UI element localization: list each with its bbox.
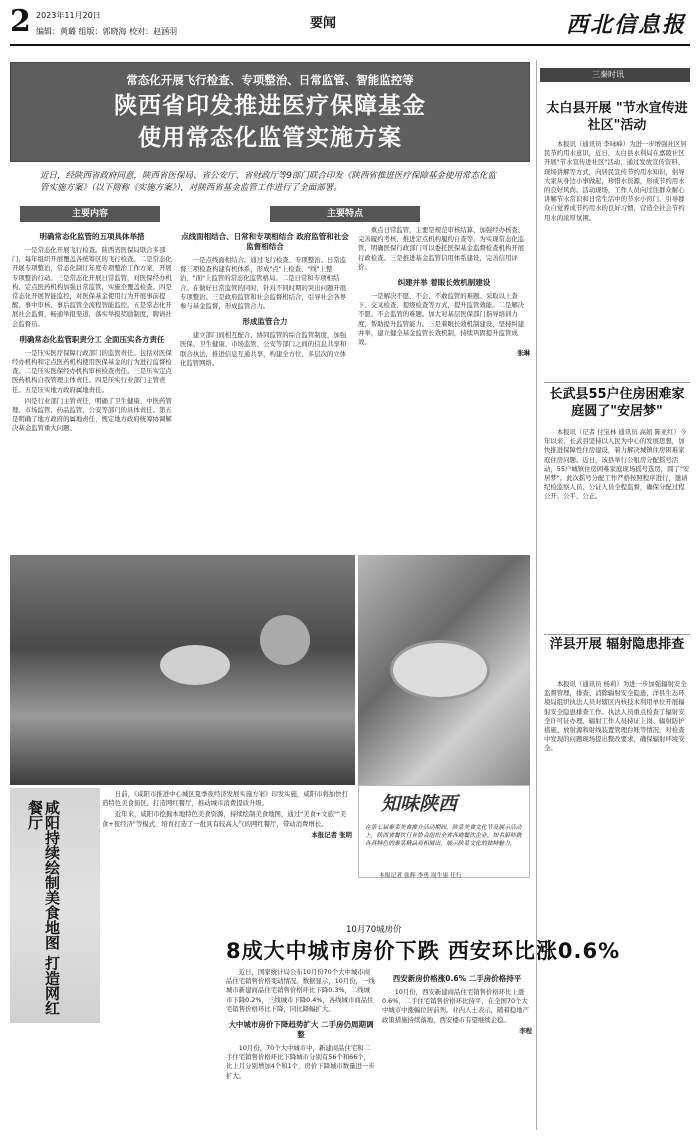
col3-subhead-1: 纠建并举 着眼长效机制建设 [397,278,491,288]
paper-logo: 西北信息报 [565,12,686,38]
dish-plate-graphic [390,640,490,700]
page-number: 2 [10,4,31,39]
article-column-2 [180,226,350,552]
right-story2-body [544,428,690,628]
col1-subhead-2: 明确常态化监管职责分工 全面压实各方责任 [19,334,165,344]
section-bar-main-features: 主要特点 [270,206,420,222]
top-story-banner [10,62,530,162]
col2-paragraph-1: 一是点线面相结合。通过飞行检查、专项整治、日常监督三项检查构建有机体系，形成"点"上检查、"线"上整治、"面"上监管的常态化监管格局。二是日常和专项相结合。在做好日常监管的同时，针对不同时期的突出问题开展专项整治。三是政府监管和社会监督相结合，引导社会各界参与基金监督，形成监管合力。 [180,256,347,311]
right-story3-title: 洋县开展 辐射隐患排查 [549,637,685,652]
xianyang-credit: 本报记者 张明 [311,830,352,839]
right-story3-text: 本报讯（通讯员 杨莉）为进一步加强辐射安全监督管理，排查、消除辐射安全隐患，洋县生态环境局组织执法人员对辖区内核技术利用单位开展辐射安全隐患排查工作。执法人员重点检查了辐射安全许可证办理、辐射工作人员持证上岗、辐射防护措施、放射源和射线装置管理台账等情况，对检查中发现的问题现场提出整改要求，确保辐射环境安全。 [544,680,687,753]
right-story1-body [544,140,690,380]
col2-subhead-2: 形成监管合力 [242,317,288,327]
food-exhibition-photo [10,555,355,785]
zhiwei-body: 在第七届秦菜美食推介活动期间，陕菜美食文化节及展示活动上，陕西省餐饮行业协会组织全省各地餐饮企业、知名厨师携各具特色的秦菜精品亮相展出，展示陕菜文化的独特魅力。 [365,825,522,847]
right-story1-title: 太白县开展 "节水宣传进社区"活动 [546,101,688,133]
top-story-lead: 近日，经陕西省政府同意，陕西省医保局、省公安厅、省财政厅等9部门联合印发《陕西省推进医疗保障基金使用常态化监管实施方案》（以下简称《实施方案》），对陕西省基金监管工作进行了全面部署。 [40,171,496,193]
issue-date: 2023年11月20日 [36,11,101,20]
xianyang-paragraph-2: 近年来，咸阳市挖掘本地特色美食资源，持续绘制美食地图，通过"美食+文旅""美食+夜经济"等模式，培育打造了一批具有较高人气的网红餐厅，带动消费增长。 [102,810,347,828]
col1-paragraph-1: 一是常态化开展飞行检查。陕西省医保局联合多部门，每年组织开展覆盖各统筹区的飞行检查。二是常态化开展专项整治，常态化制订年度专项整治工作方案，开展专项整治行动。三是常态化开展日常监管，对医保经办机构、定点医药机构加强日常监管，实施全覆盖检查。四是常态化开展智能监控，对医保基金使用行为开展事前提醒、事中审核、事后监管全流程智能监控。五是常态化开展社会监督，畅通举报渠道，落实举报奖励制度，聘请社会监督员。 [12,246,172,328]
col2-paragraph-2: 建立部门间相互配合、协同监管的综合监管制度，加强医保、卫生健康、市场监管、公安等部门之间的信息共享和联合执法，推进信息互通共享，构建全方位、多层次的立体化监管网络。 [180,331,347,367]
col1-paragraph-3: 四是行业部门主管责任，明确了卫生健康、中医药管理、市场监管、药品监管、公安等部门的具体责任。第五是明确了地方政府的属地责任，规定地方政府统筹协调解决基金监管重大问题。 [12,396,172,433]
divider [544,634,690,635]
xianyang-vertical-title: 咸阳持续绘制美食地图 打造网红餐厅 [26,800,61,1016]
right-column-bar: 三秦时讯 [540,68,690,82]
top-story-title-line2: 使用常态化监管实施方案 [138,125,402,151]
xianyang-paragraph-1: 日前，《咸阳市推进中心城区夏季夜经济发展实施方案》印发实施，咸阳市将加快打造特色美食街区，打造网红餐厅，推动城市消费提质升级。 [102,790,349,808]
housing-col-1 [226,968,376,1132]
page-header [10,6,690,46]
section-bar-main-content: 主要内容 [20,206,160,222]
vertical-rule [536,60,537,1130]
housing-col-2 [382,968,532,1132]
zhiwei-title: 知味陕西 [381,793,458,815]
col3-paragraph-1: 重点日常监管，主要是规范审核结算、加强经办核查、完善履约考核、推进定点机构履约自查等，为实现常态化监管，明确医保行政部门可以委托医保基金监督检查机构开展行政检查。三是推进基金监管信用体系建设，完善信用评价。 [358,226,525,271]
housing-paragraph-3: 10月份，西安新建商品住宅销售价格环比上涨0.6%，二手住宅销售价格环比持平，在全国70个大中城市中涨幅位居前列。业内人士表示，随着稳地产政策措施持续落地，西安楼市有望继续企稳。 [382,988,529,1024]
top-story-title-line1: 陕西省印发推进医疗保障基金 [114,93,426,119]
right-story3-body [544,680,690,1126]
housing-kicker: 10月70城房价 [346,925,402,935]
housing-credit: 李程 [519,1026,532,1035]
right-story2-text: 本报讯（记者 付宝林 通讯员 高娟 陈亚红）今年以来，长武县坚持以人民为中心的发展思想，加快推进保障性住房建设，着力解决城镇住房困难家庭住房问题。近日，该县举行公租房分配摇号活动，55户城镇住房困难家庭现场摇号选房，圆了"安居梦"。此次摇号分配工作严格按照程序进行，邀请纪检监察人员、公证人员全程监督，确保分配过程公开、公平、公正。 [544,428,690,501]
housing-subhead-2: 西安新房价格涨0.6% 二手房价格持平 [392,974,522,983]
housing-paragraph-1: 近日，国家统计局公布10月份70个大中城市商品住宅销售价格变动情况。数据显示，10月份，一线城市新建商品住宅销售价格环比下降0.3%，二线城市下降0.2%，三线城市下降0.4%，各线城市商品住宅销售价格环比下降，同比降幅扩大。 [226,968,375,1013]
right-story2-title: 长武县55户住房困难家庭圆了"安居梦" [549,387,685,419]
col3-paragraph-2: 一是解决不愿、不会、不敢监管的难题。采取以上查下、交叉检查、提级检查等方式，提升监管效能。二是解决不愿、不会监管的难题。加大对基层医保部门指导培训力度，帮助提升监管能力。三是着眼长效机制建设，坚持纠建并举，建立健全基金监管长效机制，持续巩固提升监管成效。 [358,292,525,347]
section-name: 要闻 [310,16,337,31]
right-story1-text: 本报讯（通讯员 李咏峰）为进一步增强社区居民节约用水意识，近日，太白县水利局在嘉陵社区开展"节水宣传进社区"活动，通过发放宣传资料、现场讲解等方式，向居民宣传节约用水知识，倡导大家从身边小事做起，珍惜水资源，形成节约用水的良好风尚。活动现场，工作人员向过往群众耐心讲解节水常识和日常生活中的节水小窍门，引导群众自觉养成节约用水的良好习惯，营造全社会节约用水的浓厚氛围。 [544,140,687,222]
col1-subhead-1: 明确常态化监管的五项具体举措 [39,232,145,241]
divider [544,382,690,383]
top-story-kicker: 常态化开展飞行检查、专项整治、日常监管、智能监控等 [126,73,414,87]
col3-credit: 张琳 [517,349,530,358]
editor-credits: 编辑：黄璐 组版：郭晓海 校对：赵涵羽 [36,27,178,36]
article-column-3 [358,226,530,552]
article-column-1 [12,226,172,552]
housing-title: 8成大中城市房价下跌 西安环比涨0.6% [226,939,621,963]
housing-paragraph-2: 10月份，70个大中城市中，新建商品住宅和二手住宅销售价格环比下降城市分别有56个和66个，比上月分别增加4个和1个，房价下降城市数量进一步扩大。 [226,1044,375,1080]
zhiwei-caption-box [358,785,530,878]
col1-paragraph-2: 一是压实医疗保障行政部门的监管责任。包括对医保经办机构和定点医药机构使用医保基金的行为进行监督检查。二是压实医保经办机构审核检查责任。三是压实定点医药机构自我管理主体责任。四是压实行业部门主管责任。五是压实地方政府属地责任。 [12,348,172,394]
housing-subhead-1: 大中城市房价下降趋势扩大 二手房仍周期调整 [228,1020,374,1040]
col2-subhead-1: 点线面相结合、日常和专项相结合 政府监管和社会监督相结合 [181,232,349,251]
zhiwei-credit: 本报记者 张辉 李勇 周生果 任行 [379,873,462,879]
